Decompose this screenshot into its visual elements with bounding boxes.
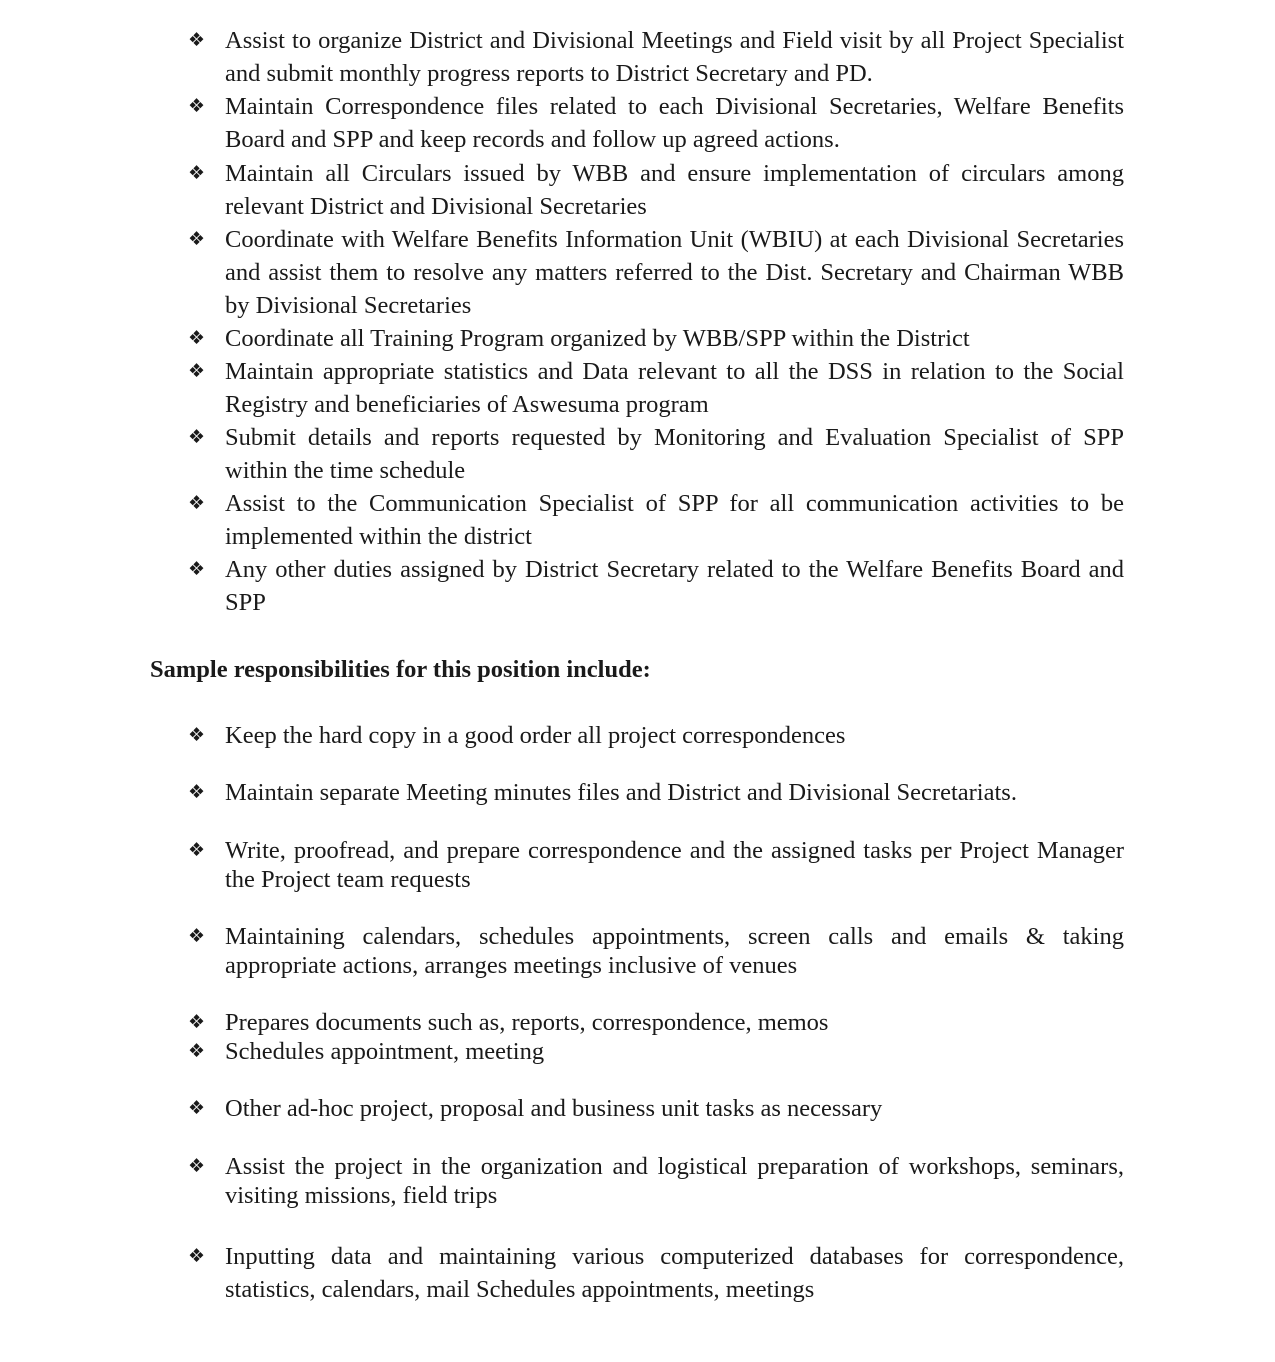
section-heading: Sample responsibilities for this position include: — [150, 656, 651, 683]
responsibility-text: Assist the project in the organization and logistical preparation of workshops, seminars, visiting missions, field trips — [225, 1153, 1124, 1209]
diamond-bullet-icon: ❖ — [188, 558, 206, 580]
diamond-bullet-icon: ❖ — [188, 1155, 206, 1177]
responsibility-item — [188, 1152, 1124, 1210]
responsibility-text: Other ad-hoc project, proposal and business unit tasks as necessary — [225, 1095, 883, 1122]
responsibility-text: Write, proofread, and prepare correspondence and the assigned tasks per Project Manager the Project team requests — [225, 837, 1124, 893]
duty-text: Maintain all Circulars issued by WBB and ensure implementation of circulars among relevant District and Divisional Secretaries — [225, 160, 1124, 220]
responsibility-item — [188, 1240, 1124, 1306]
duty-text: Maintain appropriate statistics and Data relevant to all the DSS in relation to the Social Registry and beneficiaries of Aswesuma program — [225, 358, 1124, 418]
duty-text: Assist to organize District and Divisional Meetings and Field visit by all Project Specialist and submit monthly progress reports to District Secretary and PD. — [225, 27, 1124, 87]
duty-text: Submit details and reports requested by Monitoring and Evaluation Specialist of SPP within the time schedule — [225, 424, 1124, 484]
duty-item — [188, 553, 1124, 619]
duty-item — [188, 90, 1124, 156]
diamond-bullet-icon: ❖ — [188, 29, 206, 51]
responsibility-text: Keep the hard copy in a good order all project correspondences — [225, 722, 846, 749]
duty-item — [188, 421, 1124, 487]
responsibility-text: Prepares documents such as, reports, correspondence, memos — [225, 1009, 829, 1036]
diamond-bullet-icon: ❖ — [188, 426, 206, 448]
diamond-bullet-icon: ❖ — [188, 724, 206, 746]
responsibility-item — [188, 836, 1124, 894]
duty-item — [188, 157, 1124, 223]
duty-text: Coordinate with Welfare Benefits Information Unit (WBIU) at each Divisional Secretaries and assist them to resolve any matters referred to the Dist. Secretary and Chairman WBB by Divisional Secretaries — [225, 226, 1124, 319]
duty-text: Maintain Correspondence files related to each Divisional Secretaries, Welfare Benefits Board and SPP and keep records and follow up agreed actions. — [225, 93, 1124, 153]
diamond-bullet-icon: ❖ — [188, 360, 206, 382]
responsibility-item — [188, 1094, 1124, 1123]
responsibility-item — [188, 721, 1124, 750]
responsibility-text: Maintain separate Meeting minutes files and District and Divisional Secretariats. — [225, 779, 1017, 806]
diamond-bullet-icon: ❖ — [188, 228, 206, 250]
diamond-bullet-icon: ❖ — [188, 1245, 206, 1267]
diamond-bullet-icon: ❖ — [188, 1011, 206, 1033]
responsibility-item — [188, 922, 1124, 980]
responsibility-item — [188, 1037, 1124, 1066]
duty-item — [188, 24, 1124, 90]
diamond-bullet-icon: ❖ — [188, 1097, 206, 1119]
duty-item — [188, 487, 1124, 553]
diamond-bullet-icon: ❖ — [188, 1040, 206, 1062]
duty-text: Coordinate all Training Program organized by WBB/SPP within the District — [225, 325, 970, 352]
responsibility-text: Schedules appointment, meeting — [225, 1038, 545, 1065]
diamond-bullet-icon: ❖ — [188, 95, 206, 117]
diamond-bullet-icon: ❖ — [188, 492, 206, 514]
duty-item — [188, 223, 1124, 322]
duty-text: Assist to the Communication Specialist of SPP for all communication activities to be implemented within the district — [225, 490, 1124, 550]
responsibility-item — [188, 1008, 1124, 1037]
duty-item — [188, 322, 1124, 355]
responsibility-item — [188, 778, 1124, 807]
diamond-bullet-icon: ❖ — [188, 839, 206, 861]
responsibility-text: Maintaining calendars, schedules appointments, screen calls and emails & taking appropriate actions, arranges meetings inclusive of venues — [225, 923, 1124, 979]
duty-text: Any other duties assigned by District Secretary related to the Welfare Benefits Board and SPP — [225, 556, 1124, 616]
diamond-bullet-icon: ❖ — [188, 327, 206, 349]
duty-item — [188, 355, 1124, 421]
diamond-bullet-icon: ❖ — [188, 925, 206, 947]
responsibility-text: Inputting data and maintaining various computerized databases for correspondence, statistics, calendars, mail Schedules appointments, meetings — [225, 1243, 1124, 1303]
diamond-bullet-icon: ❖ — [188, 781, 206, 803]
diamond-bullet-icon: ❖ — [188, 162, 206, 184]
